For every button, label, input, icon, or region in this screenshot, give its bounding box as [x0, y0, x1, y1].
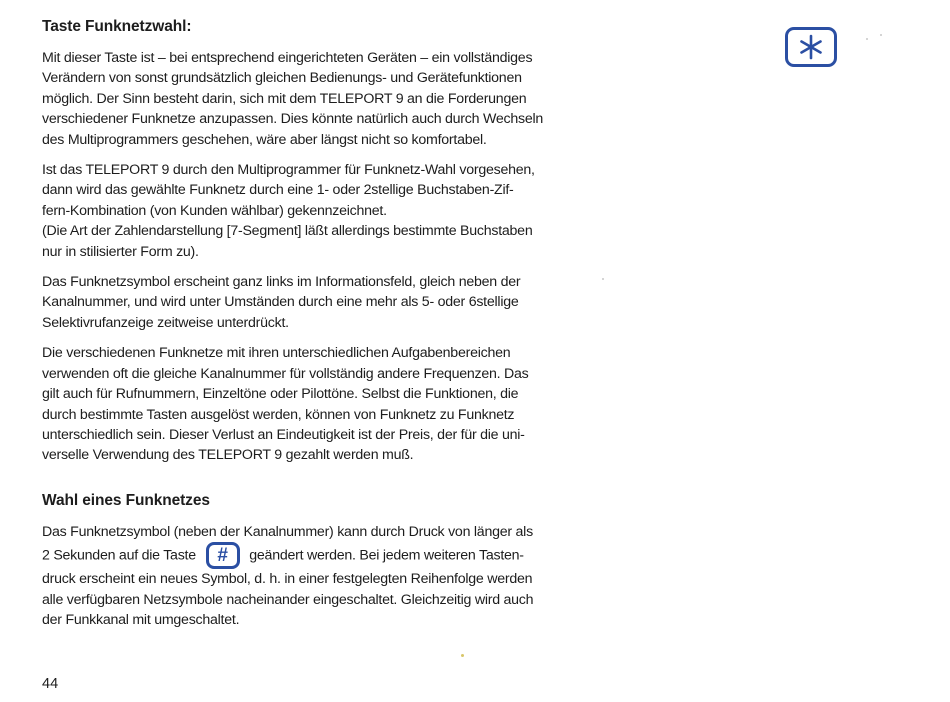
- text-line: Die verschiedenen Funknetze mit ihren unterschiedlichen Aufgabenbereichen: [42, 345, 511, 362]
- text-line: der Funkkanal mit umgeschaltet.: [42, 611, 240, 628]
- hash-key-icon: #: [206, 542, 240, 569]
- heading-taste-funknetzwahl: Taste Funknetzwahl:: [42, 18, 192, 35]
- text-line: des Multiprogrammers geschehen, wäre aber längst nicht so komfortabel.: [42, 131, 487, 148]
- text-line: verwenden oft die gleiche Kanalnummer für vollständig andere Frequenzen. Das: [42, 365, 529, 382]
- print-speck: [602, 278, 604, 280]
- text-line: dann wird das gewählte Funknetz durch eine 1- oder 2stellige Buchstaben-Zif-: [42, 182, 514, 199]
- text-line: Kanalnummer, und wird unter Umständen durch eine mehr als 5- oder 6stellige: [42, 294, 519, 311]
- text-line-with-key: [42, 542, 632, 569]
- text-line: druck erscheint ein neues Symbol, d. h. in einer festgelegten Reihenfolge werden: [42, 571, 533, 588]
- text-line: gilt auch für Rufnummern, Einzeltöne oder Pilottöne. Selbst die Funktionen, die: [42, 386, 519, 403]
- page-number: 44: [42, 676, 59, 692]
- paragraph-2: [42, 160, 632, 262]
- text-line: möglich. Der Sinn besteht darin, sich mit dem TELEPORT 9 an die Forderungen: [42, 90, 527, 107]
- asterisk-key-icon: [785, 27, 837, 67]
- print-speck: [461, 654, 464, 657]
- paragraph-4: [42, 343, 632, 465]
- text-line: Das Funknetzsymbol erscheint ganz links im Informationsfeld, gleich neben der: [42, 274, 521, 291]
- text-line: unterschiedlich sein. Dieser Verlust an Eindeutigkeit ist der Preis, der für die uni-: [42, 426, 525, 443]
- text-line: verschiedener Funknetze anzupassen. Dies könnte natürlich auch durch Wechseln: [42, 111, 543, 128]
- text-line: (Die Art der Zahlendarstellung [7-Segment] läßt allerdings bestimmte Buchstaben: [42, 223, 533, 240]
- text-line: alle verfügbaren Netzsymbole nacheinander eingeschaltet. Gleichzeitig wird auch: [42, 591, 534, 608]
- text-line: nur in stilisierter Form zu).: [42, 243, 199, 260]
- paragraph-1: [42, 48, 632, 150]
- text-line: Selektivrufanzeige zeitweise unterdrückt.: [42, 314, 289, 331]
- paragraph-5: [42, 522, 632, 631]
- text-line: Verändern von sonst grundsätzlich gleichen Bedienungs- und Gerätefunktionen: [42, 70, 522, 87]
- print-speck: [880, 34, 882, 36]
- asterisk-glyph: [797, 33, 825, 61]
- print-speck: [866, 38, 868, 40]
- text-column: [42, 18, 632, 640]
- text-segment: geändert werden. Bei jedem weiteren Tasten-: [249, 547, 524, 564]
- text-line: Das Funknetzsymbol (neben der Kanalnummer) kann durch Druck von länger als: [42, 523, 533, 540]
- heading-wahl-eines-funknetzes: Wahl eines Funknetzes: [42, 491, 210, 509]
- text-line: durch bestimmte Tasten ausgelöst werden, können von Funknetz zu Funknetz: [42, 406, 515, 423]
- text-segment: 2 Sekunden auf die Taste: [42, 547, 196, 564]
- text-line: verselle Verwendung des TELEPORT 9 gezahlt werden muß.: [42, 447, 414, 464]
- paragraph-3: [42, 272, 632, 333]
- text-line: Ist das TELEPORT 9 durch den Multiprogrammer für Funknetz-Wahl vorgesehen,: [42, 162, 535, 179]
- text-line: Mit dieser Taste ist – bei entsprechend eingerichteten Geräten – ein vollständiges: [42, 50, 533, 66]
- text-line: fern-Kombination (von Kunden wählbar) gekennzeichnet.: [42, 202, 387, 219]
